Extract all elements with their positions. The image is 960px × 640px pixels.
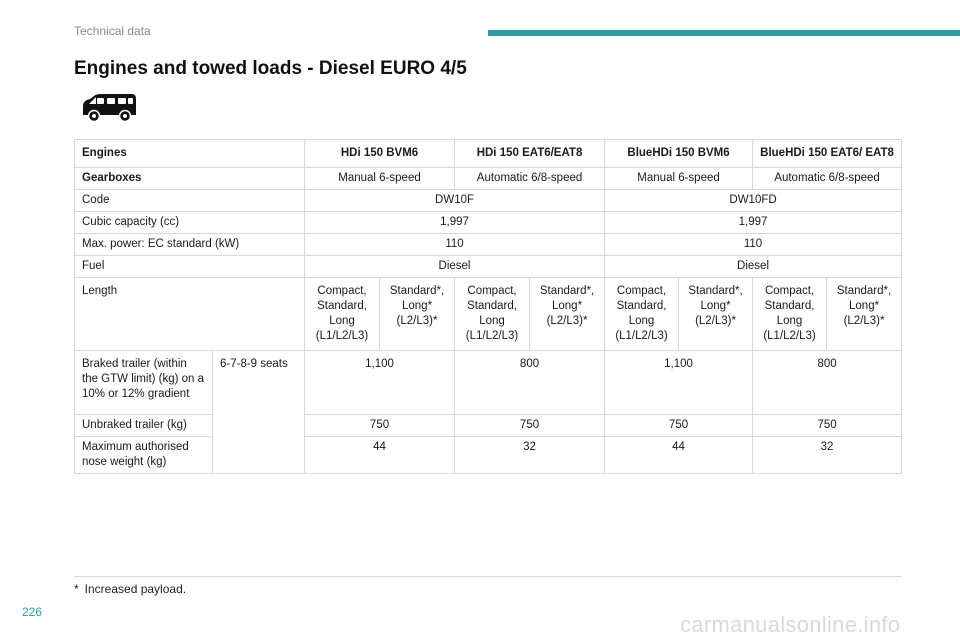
watermark: carmanualsonline.info [680,612,901,637]
engine-cell: HDi 150 BVM6 [305,140,455,168]
braked-trailer-cell: 800 [753,351,902,415]
max-power-row [75,234,902,256]
braked-trailer-cell: 1,100 [305,351,455,415]
unbraked-trailer-label: Unbraked trailer (kg) [75,415,213,437]
nose-weight-cell: 44 [605,437,753,474]
unbraked-trailer-row [75,415,902,437]
length-cell: Standard*, Long* (L2/L3)* [530,278,605,351]
nose-weight-label: Maximum authorised nose weight (kg) [75,437,213,474]
seats-label: 6-7-8-9 seats [213,351,305,474]
page-number: 226 [22,605,43,619]
length-cell: Standard*, Long* (L2/L3)* [679,278,753,351]
van-icon [80,92,138,124]
footnote-marker: * [74,582,79,596]
length-cell: Compact, Standard, Long (L1/L2/L3) [753,278,827,351]
cubic-capacity-cell: 1,997 [605,212,902,234]
code-label: Code [75,190,305,212]
nose-weight-cell: 44 [305,437,455,474]
max-power-cell: 110 [605,234,902,256]
section-header: Technical data [74,24,151,38]
fuel-cell: Diesel [305,256,605,278]
nose-weight-cell: 32 [753,437,902,474]
fuel-label: Fuel [75,256,305,278]
max-power-label: Max. power: EC standard (kW) [75,234,305,256]
engine-spec-table [74,139,902,474]
gearboxes-row [75,168,902,190]
engine-cell: BlueHDi 150 BVM6 [605,140,753,168]
gearbox-cell: Manual 6-speed [305,168,455,190]
code-row [75,190,902,212]
code-cell: DW10F [305,190,605,212]
unbraked-trailer-cell: 750 [305,415,455,437]
length-cell: Compact, Standard, Long (L1/L2/L3) [605,278,679,351]
cubic-capacity-cell: 1,997 [305,212,605,234]
unbraked-trailer-cell: 750 [753,415,902,437]
engines-row [75,140,902,168]
cubic-capacity-row [75,212,902,234]
header-accent-bar [488,30,960,36]
engines-label: Engines [75,140,305,168]
cubic-capacity-label: Cubic capacity (cc) [75,212,305,234]
length-cell: Compact, Standard, Long (L1/L2/L3) [455,278,530,351]
max-power-cell: 110 [305,234,605,256]
footnote-text: Increased payload. [84,582,187,596]
gearboxes-label: Gearboxes [75,168,305,190]
unbraked-trailer-cell: 750 [605,415,753,437]
nose-weight-cell: 32 [455,437,605,474]
gearbox-cell: Automatic 6/8-speed [753,168,902,190]
braked-trailer-cell: 800 [455,351,605,415]
footnote-divider [74,576,901,577]
unbraked-trailer-cell: 750 [455,415,605,437]
braked-trailer-cell: 1,100 [605,351,753,415]
footnote [74,582,186,596]
gearbox-cell: Manual 6-speed [605,168,753,190]
fuel-row [75,256,902,278]
fuel-cell: Diesel [605,256,902,278]
nose-weight-row [75,437,902,474]
page-title: Engines and towed loads - Diesel EURO 4/5 [74,58,467,79]
braked-trailer-label: Braked trailer (within the GTW limit) (kg) on a 10% or 12% gradient [75,351,213,415]
length-cell: Standard*, Long* (L2/L3)* [380,278,455,351]
length-row [75,278,902,351]
code-cell: DW10FD [605,190,902,212]
engine-cell: BlueHDi 150 EAT6/ EAT8 [753,140,902,168]
engine-cell: HDi 150 EAT6/EAT8 [455,140,605,168]
length-cell: Standard*, Long* (L2/L3)* [827,278,902,351]
length-label: Length [75,278,305,351]
braked-trailer-row [75,351,902,415]
gearbox-cell: Automatic 6/8-speed [455,168,605,190]
length-cell: Compact, Standard, Long (L1/L2/L3) [305,278,380,351]
